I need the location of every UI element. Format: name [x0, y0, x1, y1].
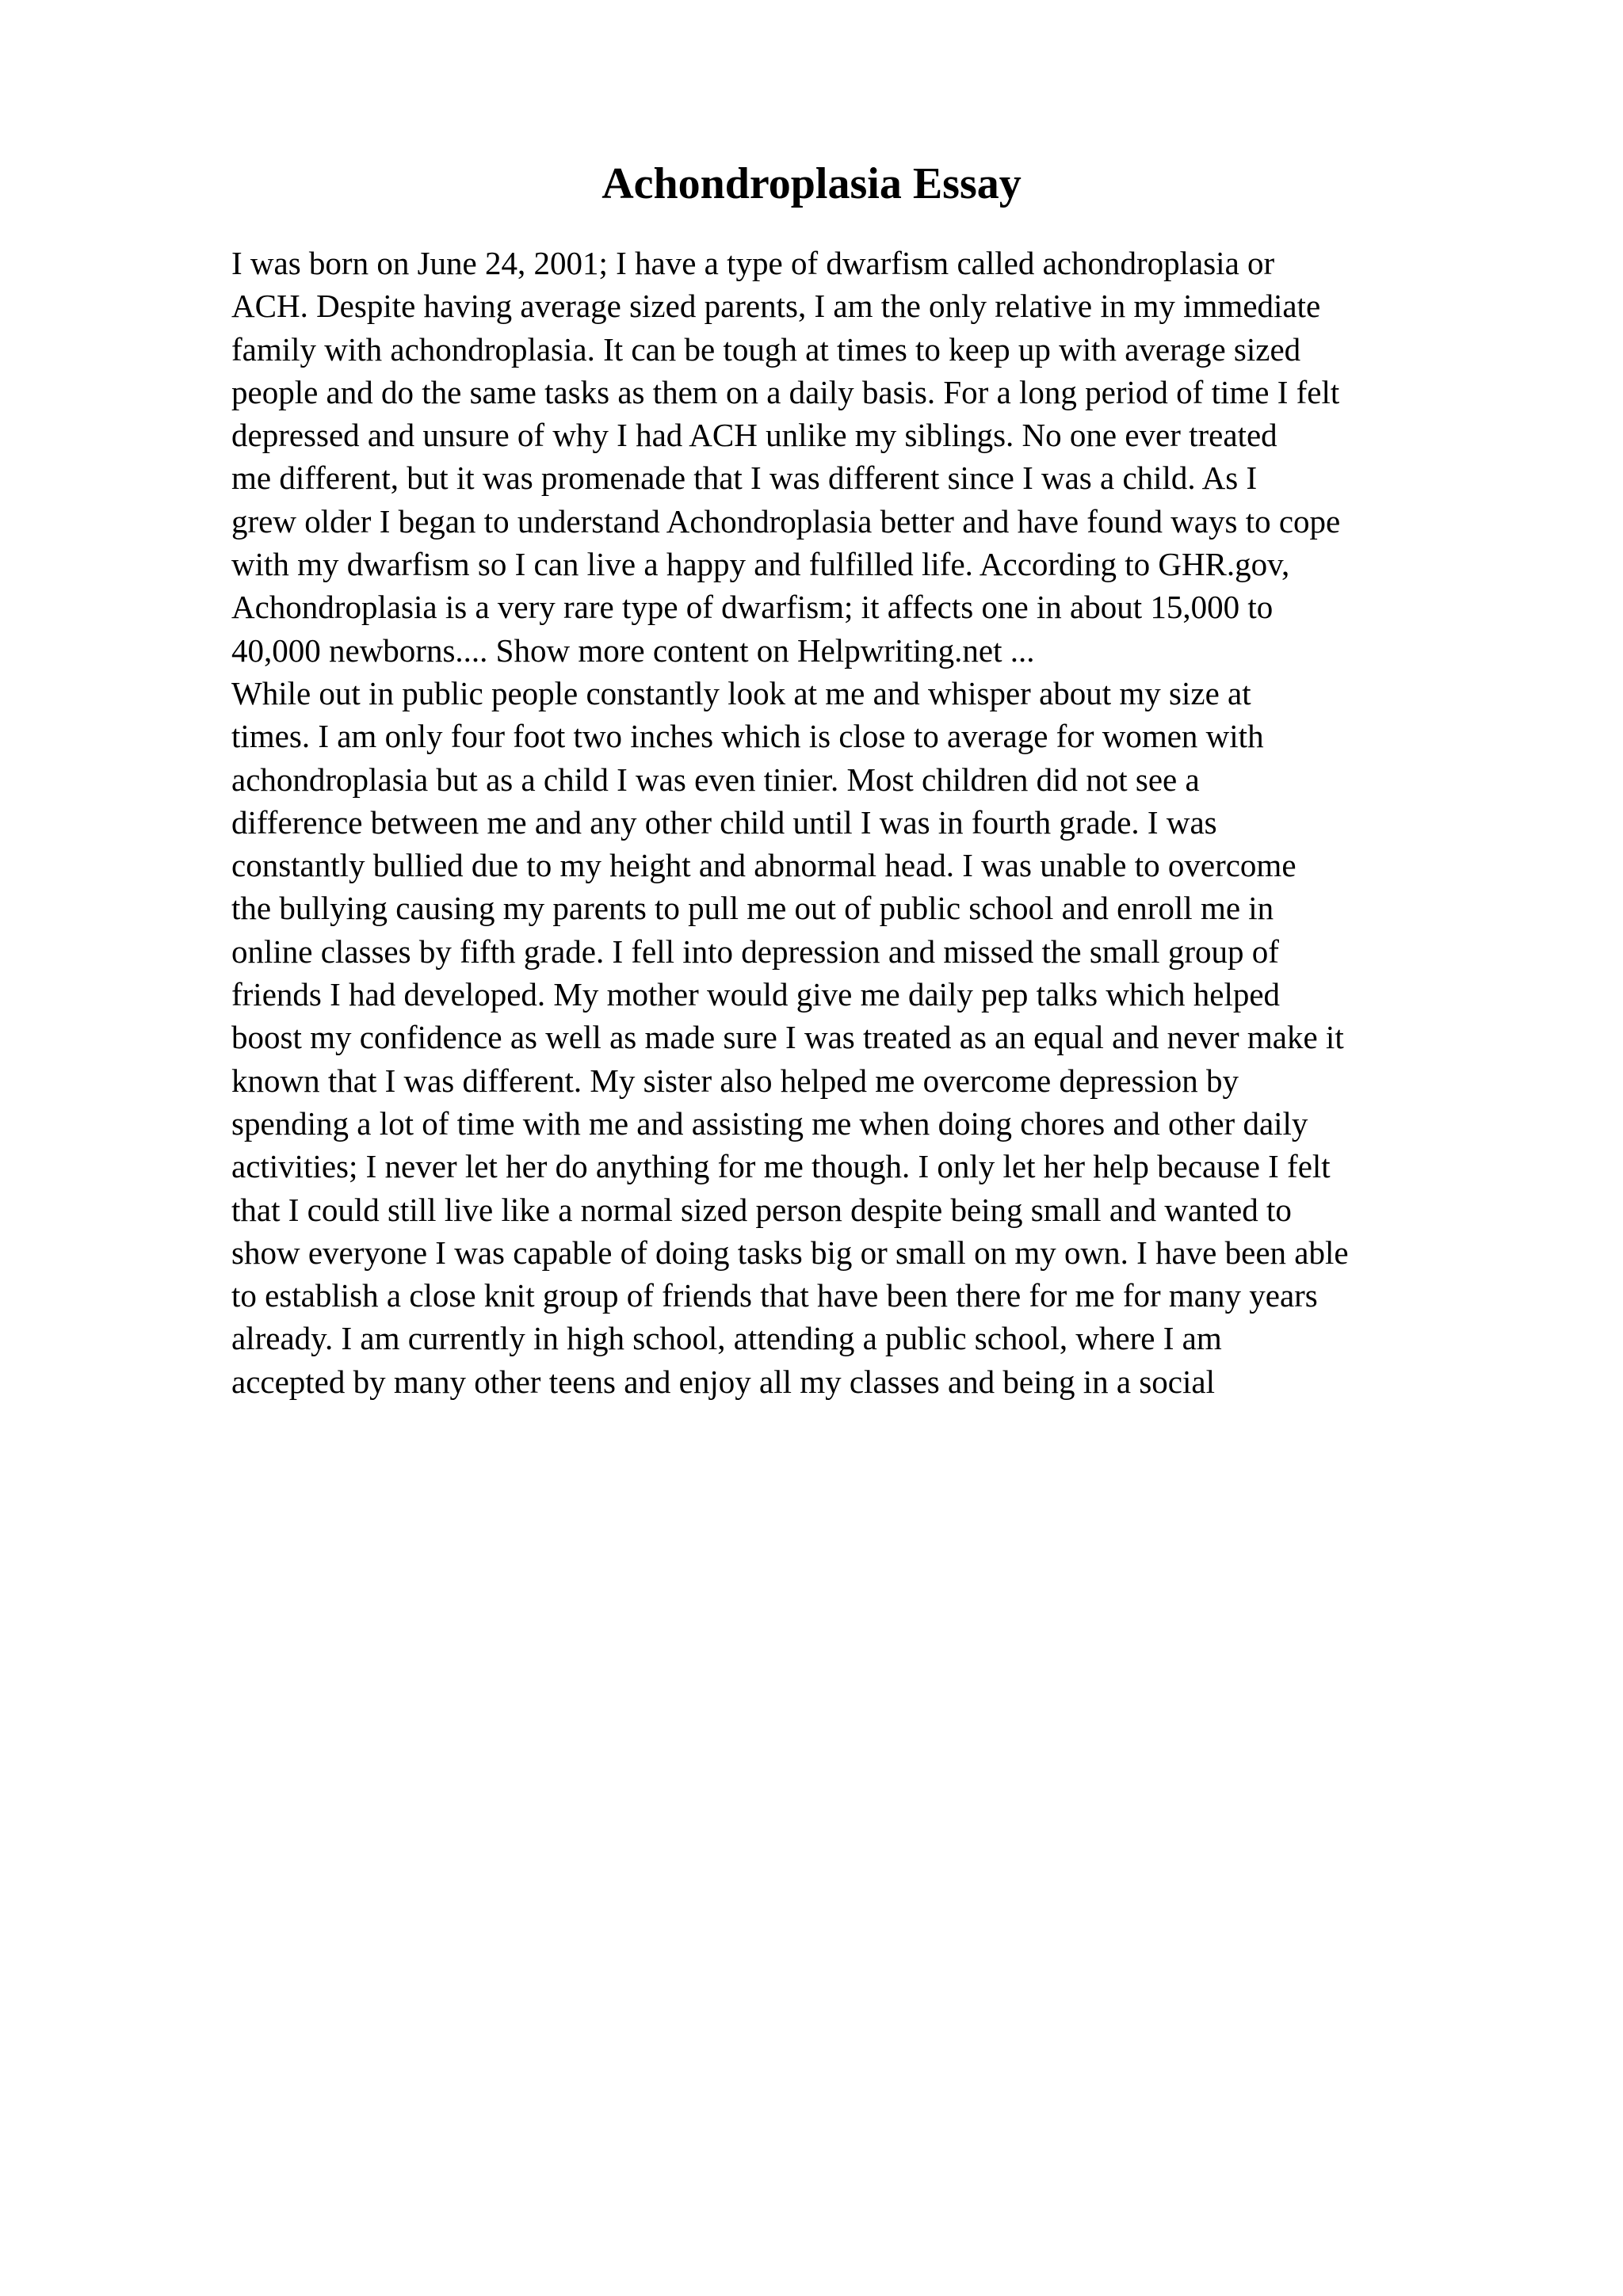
essay-line: already. I am currently in high school, attending a public school, where I am [231, 1320, 1222, 1357]
essay-line: known that I was different. My sister also helped me overcome depression by [231, 1062, 1239, 1099]
essay-line: spending a lot of time with me and assisting me when doing chores and other daily [231, 1104, 1308, 1142]
essay-line: 40,000 newborns.... Show more content on Helpwriting.net ... [231, 631, 1035, 669]
essay-line: Achondroplasia is a very rare type of dwarfism; it affects one in about 15,000 to [231, 589, 1274, 626]
essay-line: depressed and unsure of why I had ACH unlike my siblings. No one ever treated [231, 417, 1277, 454]
essay-line: boost my confidence as well as made sure I was treated as an equal and never make it [231, 1019, 1344, 1056]
essay-line: with my dwarfism so I can live a happy and fulfilled life. According to GHR.gov, [231, 546, 1290, 583]
essay-line: family with achondroplasia. It can be tough at times to keep up with average sized [231, 330, 1301, 368]
essay-line: difference between me and any other child until I was in fourth grade. I was [231, 803, 1217, 841]
essay-line: people and do the same tasks as them on a daily basis. For a long period of time I felt [231, 373, 1340, 410]
essay-line: me different, but it was promenade that I was different since I was a child. As I [231, 460, 1258, 497]
essay-line: constantly bullied due to my height and abnormal head. I was unable to overcome [231, 847, 1296, 884]
essay-line: ACH. Despite having average sized parents, I am the only relative in my immediate [231, 288, 1321, 325]
essay-line: that I could still live like a normal sized person despite being small and wanted to [231, 1191, 1292, 1228]
essay-line: online classes by fifth grade. I fell into depression and missed the small group of [231, 933, 1279, 970]
essay-line: accepted by many other teens and enjoy all my classes and being in a social [231, 1363, 1215, 1400]
essay-line: grew older I began to understand Achondroplasia better and have found ways to cope [231, 502, 1341, 540]
essay-body [231, 242, 1515, 1403]
essay-line: times. I am only four foot two inches which is close to average for women with [231, 718, 1264, 755]
essay-line: achondroplasia but as a child I was even tinier. Most children did not see a [231, 761, 1200, 798]
essay-line: show everyone I was capable of doing tasks big or small on my own. I have been able [231, 1234, 1349, 1271]
essay-line: to establish a close knit group of friends that have been there for me for many years [231, 1277, 1318, 1314]
essay-line: activities; I never let her do anything for me though. I only let her help because I felt [231, 1148, 1331, 1185]
essay-line: I was born on June 24, 2001; I have a type of dwarfism called achondroplasia or [231, 245, 1275, 281]
essay-line: the bullying causing my parents to pull me out of public school and enroll me in [231, 890, 1274, 927]
essay-line: While out in public people constantly look at me and whisper about my size at [231, 674, 1251, 711]
document-title: Achondroplasia Essay [601, 159, 1022, 208]
essay-line: friends I had developed. My mother would give me daily pep talks which helped [231, 976, 1281, 1013]
